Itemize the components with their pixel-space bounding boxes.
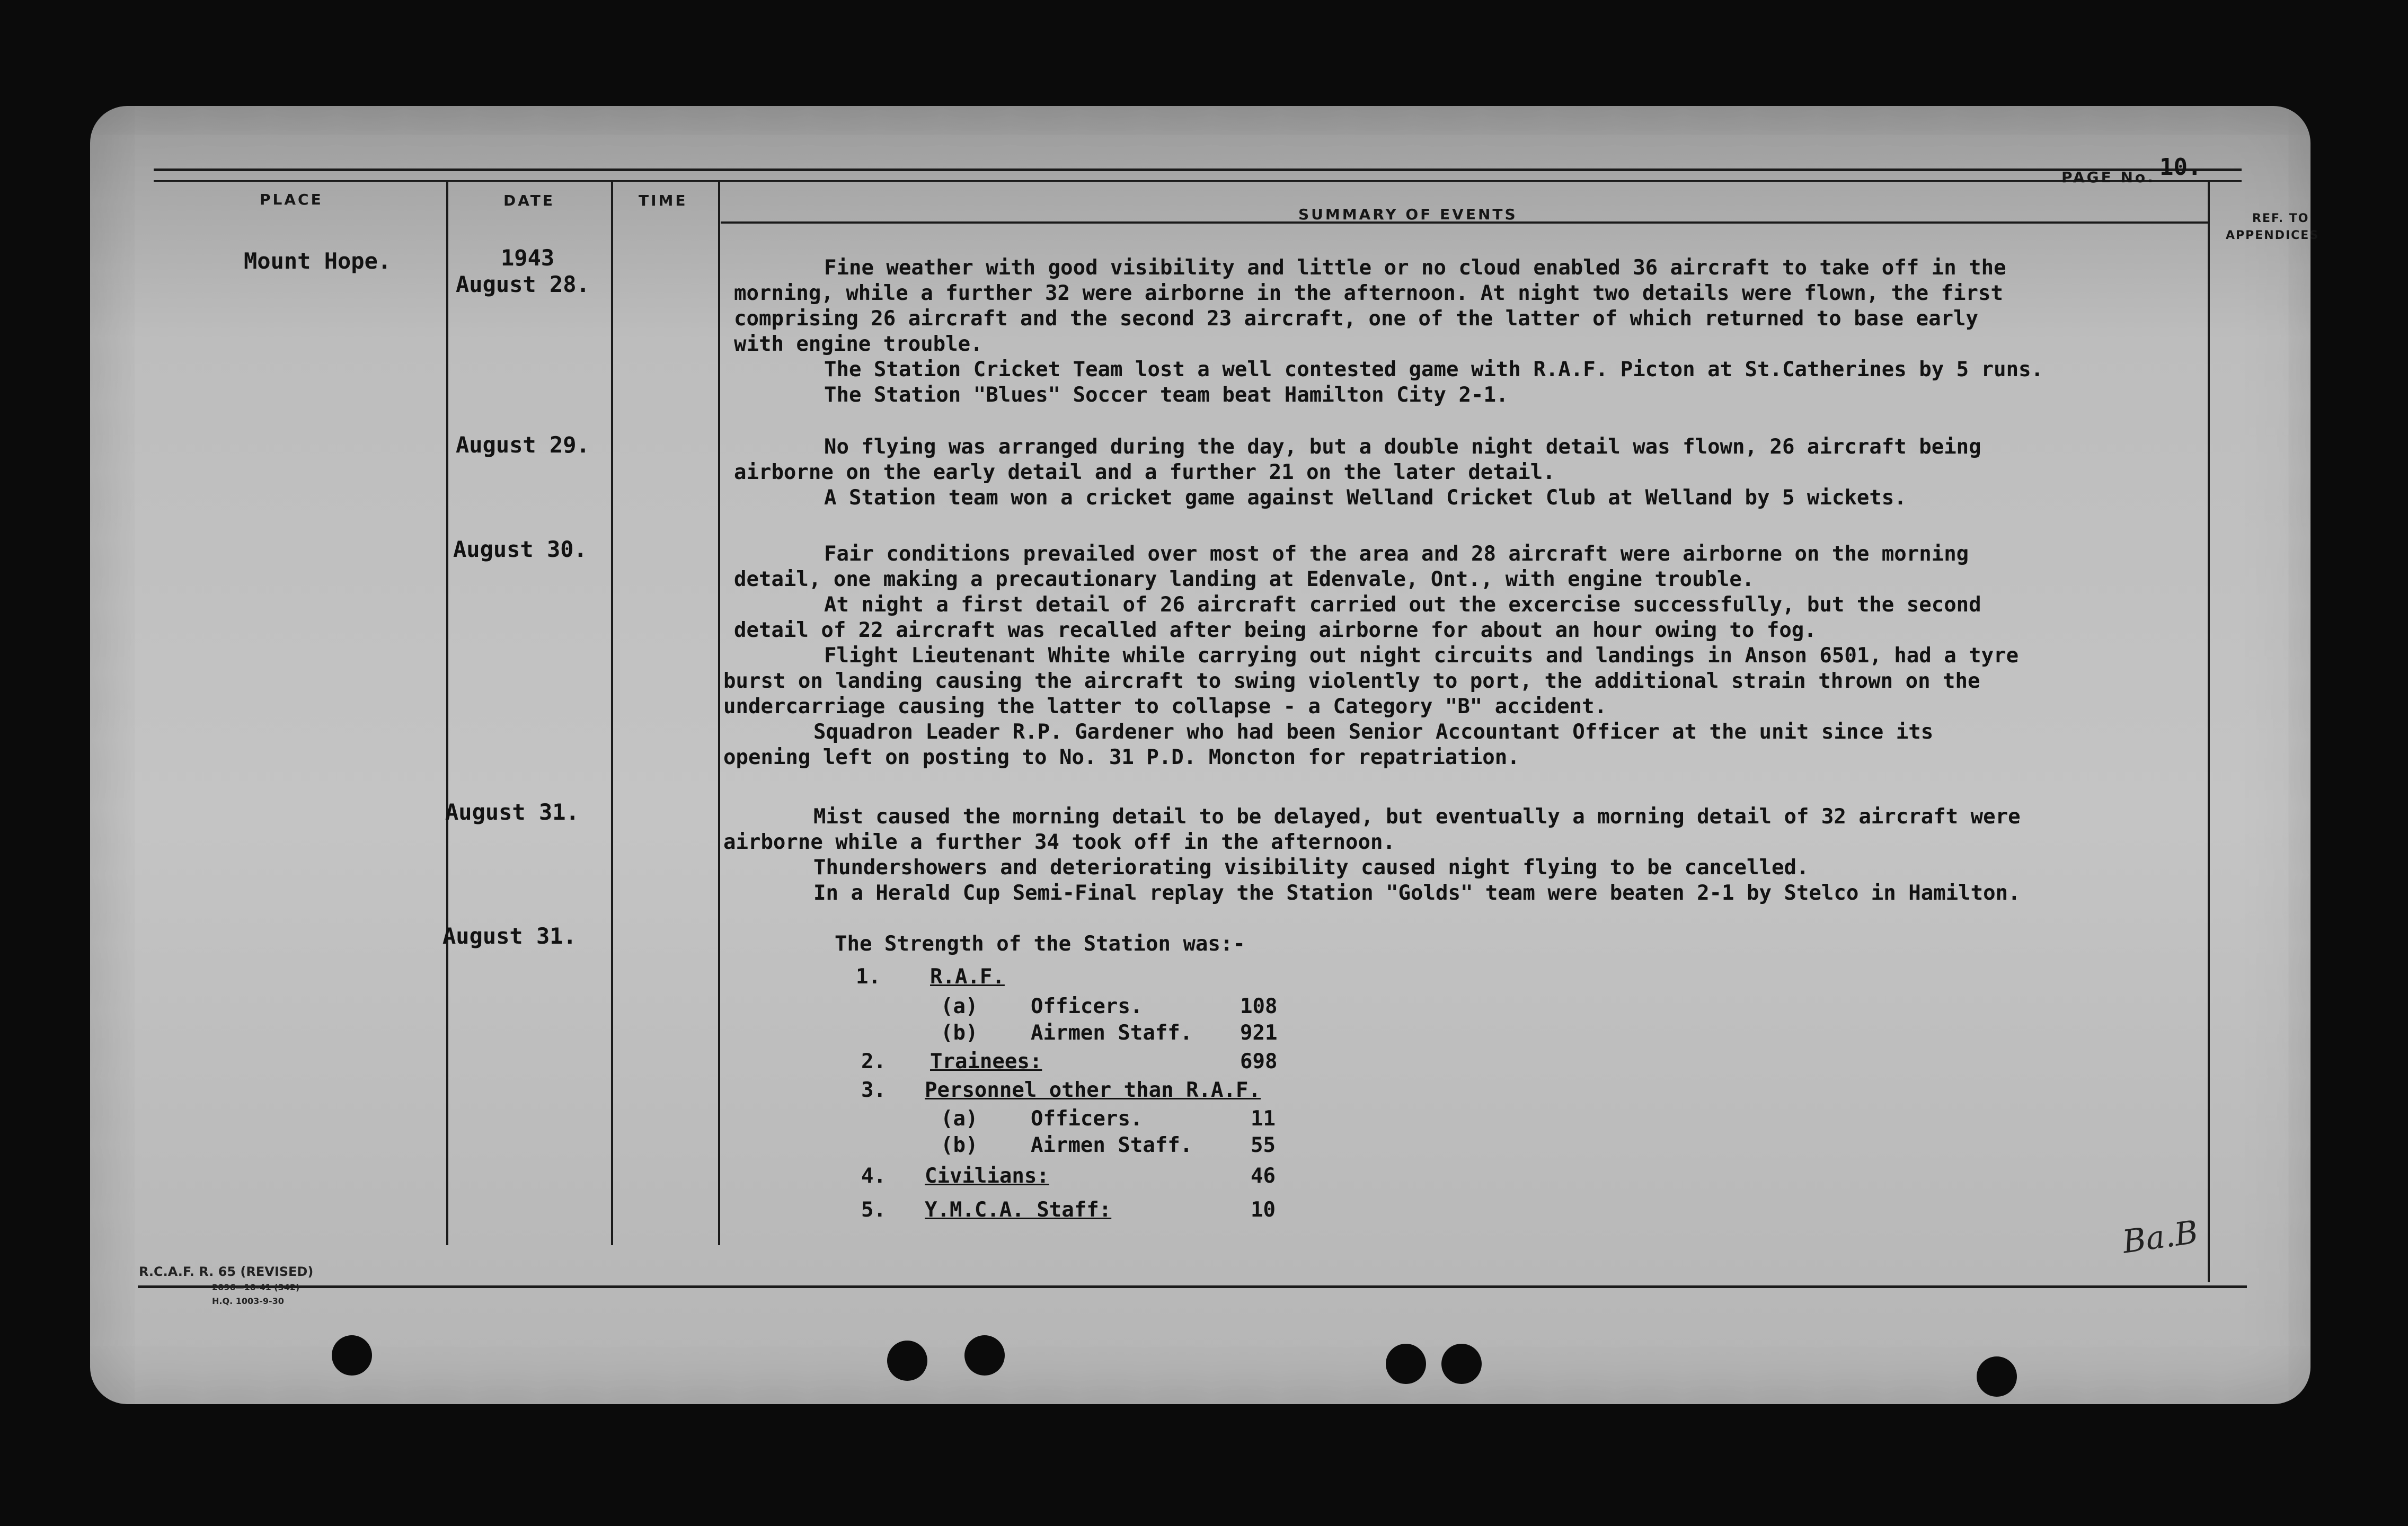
top-rule bbox=[154, 168, 2242, 171]
strength-intro: The Strength of the Station was:- bbox=[835, 932, 1245, 956]
punch-hole bbox=[887, 1341, 927, 1381]
header-summary: SUMMARY OF EVENTS bbox=[1298, 206, 1518, 223]
col-line-place-date bbox=[446, 180, 448, 1245]
strength-b: (b) bbox=[941, 1021, 978, 1045]
strength-airmen: Airmen Staff. bbox=[1031, 1133, 1193, 1157]
entry-line: Flight Lieutenant White while carrying out night circuits and landings in Anson 6501, had a tyre bbox=[824, 644, 2019, 668]
place-value: Mount Hope. bbox=[244, 248, 392, 274]
entry-line: No flying was arranged during the day, but a double night detail was flown, 26 aircraft being bbox=[824, 435, 1981, 459]
entry-line: undercarriage causing the latter to collapse - a Category "B" accident. bbox=[723, 695, 1607, 718]
form-code-hq: H.Q. 1003-9-30 bbox=[212, 1296, 284, 1306]
strength-num-1: 1. bbox=[856, 965, 881, 989]
date-year: 1943 bbox=[501, 245, 555, 271]
strength-raf: R.A.F. bbox=[930, 965, 1005, 989]
strength-num-5: 5. bbox=[861, 1198, 886, 1222]
header-ref-line1: REF. TO bbox=[2252, 212, 2309, 225]
strength-ymca: Y.M.C.A. Staff: bbox=[925, 1198, 1112, 1222]
header-date: DATE bbox=[503, 192, 555, 209]
top-rule-2 bbox=[154, 180, 2242, 182]
entry-line: A Station team won a cricket game against Welland Cricket Club at Welland by 5 wickets. bbox=[824, 486, 1907, 510]
strength-num-4: 4. bbox=[861, 1164, 886, 1188]
strength-num-3: 3. bbox=[861, 1078, 886, 1102]
punch-hole bbox=[1977, 1356, 2017, 1397]
entry-line: burst on landing causing the aircraft to swing violently to port, the additional strain thrown on the bbox=[723, 669, 1980, 693]
entry-line: Fine weather with good visibility and little or no cloud enabled 36 aircraft to take off in the bbox=[824, 256, 2006, 280]
date-aug31b: August 31. bbox=[442, 923, 577, 949]
col-line-summary-ref bbox=[2208, 180, 2210, 1282]
entry-line: At night a first detail of 26 aircraft carried out the excercise successfully, but the second bbox=[824, 593, 1981, 617]
entry-line: with engine trouble. bbox=[734, 332, 983, 356]
signature-initials: Ba.B bbox=[2120, 1213, 2201, 1261]
entry-line: Thundershowers and deteriorating visibility caused night flying to be cancelled. bbox=[813, 856, 1809, 880]
punch-hole bbox=[1386, 1344, 1426, 1384]
strength-a: (a) bbox=[941, 995, 978, 1018]
entry-line: Fair conditions prevailed over most of the area and 28 aircraft were airborne on the morning bbox=[824, 542, 1969, 566]
punch-hole bbox=[332, 1335, 372, 1376]
date-aug28: August 28. bbox=[456, 271, 590, 297]
col-line-time-summary bbox=[718, 180, 720, 1245]
col-line-date-time bbox=[611, 180, 613, 1245]
header-page-no-label: PAGE No. bbox=[2061, 168, 2155, 186]
record-card bbox=[90, 106, 2320, 1404]
strength-other-airmen: 55 bbox=[1251, 1133, 1276, 1157]
entry-line: In a Herald Cup Semi-Final replay the Station "Golds" team were beaten 2-1 by Stelco in Hamilton. bbox=[813, 881, 2021, 905]
strength-other: Personnel other than R.A.F. bbox=[925, 1078, 1261, 1102]
page-number: 10. bbox=[2159, 154, 2202, 181]
entry-line: opening left on posting to No. 31 P.D. Moncton for repatriation. bbox=[723, 746, 1520, 769]
form-code: R.C.A.F. R. 65 (REVISED) bbox=[139, 1264, 314, 1279]
strength-trainees: Trainees: bbox=[930, 1050, 1042, 1073]
strength-civilians: Civilians: bbox=[925, 1164, 1049, 1188]
punch-hole bbox=[964, 1335, 1005, 1376]
strength-other-officers: 11 bbox=[1251, 1107, 1276, 1131]
strength-officers: Officers. bbox=[1031, 995, 1143, 1018]
entry-line: Squadron Leader R.P. Gardener who had been Senior Accountant Officer at the unit since its bbox=[813, 720, 1934, 744]
form-code-print: 2096—10-41 (342) bbox=[212, 1282, 300, 1292]
header-time: TIME bbox=[639, 192, 688, 209]
strength-num-2: 2. bbox=[861, 1050, 886, 1073]
date-aug31a: August 31. bbox=[445, 799, 579, 825]
entry-line: morning, while a further 32 were airborne in the afternoon. At night two details were flown, the first bbox=[734, 281, 2003, 305]
footer-rule bbox=[138, 1285, 2247, 1288]
entry-line: comprising 26 aircraft and the second 23 aircraft, one of the latter of which returned to base early bbox=[734, 307, 1978, 331]
date-aug29: August 29. bbox=[456, 432, 590, 458]
entry-line: airborne on the early detail and a further 21 on the later detail. bbox=[734, 460, 1555, 484]
strength-raf-officers: 108 bbox=[1240, 995, 1278, 1018]
entry-line: airborne while a further 34 took off in the afternoon. bbox=[723, 830, 1395, 854]
header-ref-line2: APPENDICES bbox=[2226, 229, 2320, 242]
entry-line: The Station "Blues" Soccer team beat Hamilton City 2-1. bbox=[824, 383, 1509, 407]
strength-civilians-value: 46 bbox=[1251, 1164, 1276, 1188]
strength-airmen: Airmen Staff. bbox=[1031, 1021, 1193, 1045]
strength-ymca-value: 10 bbox=[1251, 1198, 1276, 1222]
entry-line: detail, one making a precautionary landing at Edenvale, Ont., with engine trouble. bbox=[734, 567, 1755, 591]
strength-raf-airmen: 921 bbox=[1240, 1021, 1278, 1045]
strength-b: (b) bbox=[941, 1133, 978, 1157]
entry-line: detail of 22 aircraft was recalled after being airborne for about an hour owing to fog. bbox=[734, 618, 1817, 642]
strength-trainees-value: 698 bbox=[1240, 1050, 1278, 1073]
header-place: PLACE bbox=[260, 191, 323, 208]
strength-a: (a) bbox=[941, 1107, 978, 1131]
date-aug30: August 30. bbox=[453, 536, 587, 562]
punch-hole bbox=[1441, 1344, 1482, 1384]
entry-line: The Station Cricket Team lost a well contested game with R.A.F. Picton at St.Catherines by 5 runs. bbox=[824, 358, 2044, 382]
entry-line: Mist caused the morning detail to be delayed, but eventually a morning detail of 32 aircraft were bbox=[813, 805, 2021, 829]
strength-officers: Officers. bbox=[1031, 1107, 1143, 1131]
